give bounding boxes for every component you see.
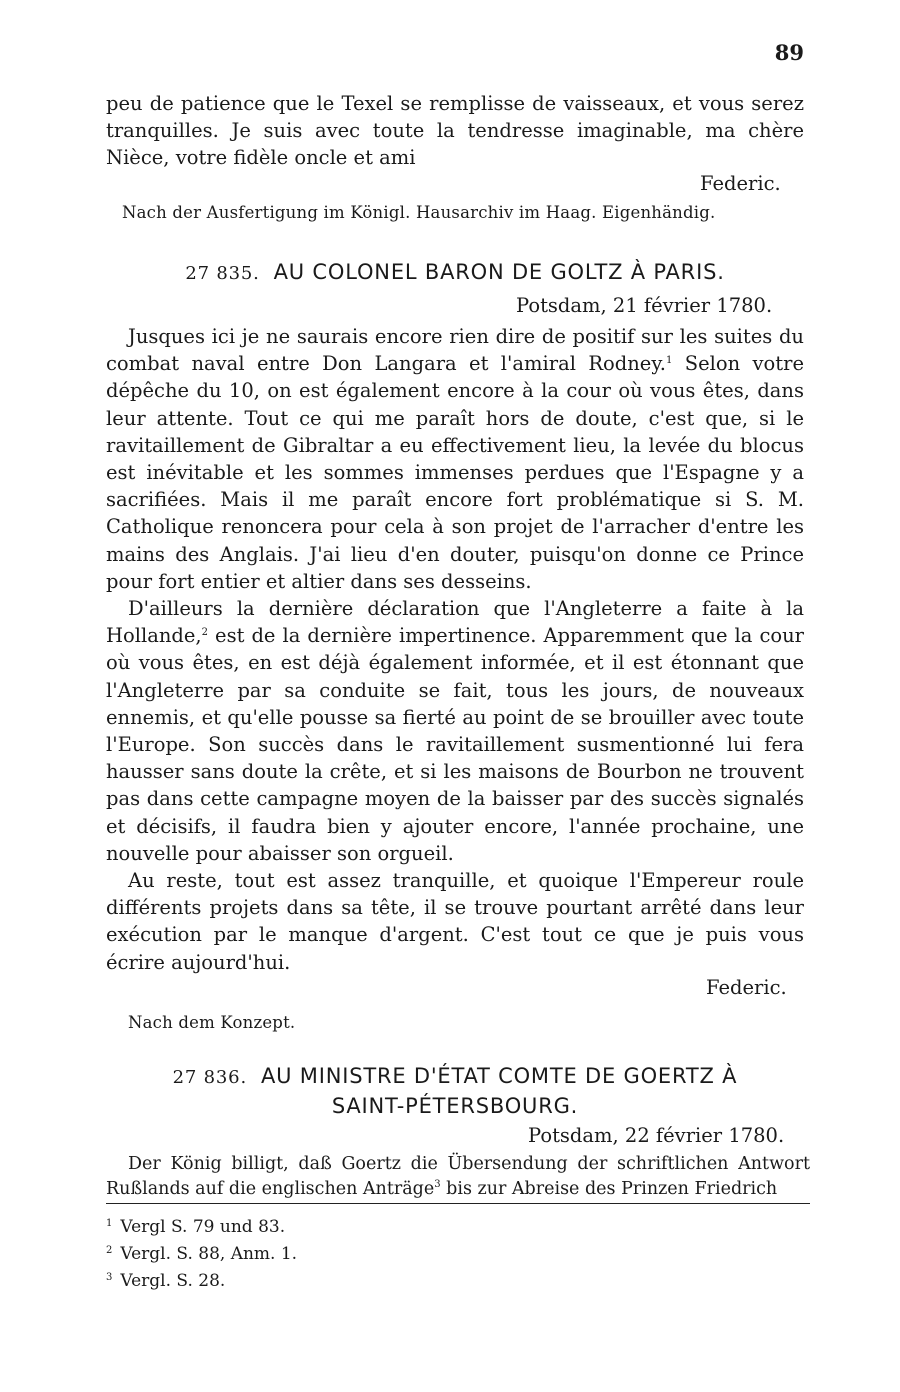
footnote-reference: 2 bbox=[201, 627, 208, 639]
footnote-text: Vergl S. 79 und 83. bbox=[120, 1217, 286, 1237]
paragraph-text: est de la dernière impertinence. Apparemment que la cour où vous êtes, en est déjà également informée, et il est étonnant que l'Angleterre par sa conduite se fait, tous les jours, de nouveaux ennemis, et qu'elle pousse sa fierté au point de se brouiller avec toute l'Europe. Son succès dans le ravitaillement susmentionné lui fera hausser sans doute la crête, et si les maisons de Bourbon ne trouvent pas dans cette campagne moyen de la baisser par des succès signalés et décisifs, il faudra bien y ajouter encore, l'année prochaine, une nouvelle pour abaisser son orgueil. bbox=[106, 624, 804, 865]
footnote-text: Vergl. S. 88, Anm. 1. bbox=[120, 1244, 298, 1264]
letter-title-continued: SAINT-PÉTERSBOURG. bbox=[331, 1094, 579, 1118]
letter-heading bbox=[106, 258, 804, 288]
paragraph-text: D'ailleurs la dernière déclaration que l'Angleterre a faite à la Hollande, bbox=[106, 597, 804, 648]
source-note: Nach der Ausfertigung im Königl. Hausarchiv im Haag. Eigenhändig. bbox=[122, 203, 716, 222]
letter-title: AU MINISTRE D'ÉTAT COMTE DE GOERTZ À bbox=[260, 1064, 738, 1088]
footnote-reference: 3 bbox=[434, 1179, 441, 1190]
paragraph-text: Selon votre dépêche du 10, on est également encore à la cour où vous êtes, dans leur attente. Tout ce qui me paraît hors de doute, c'est que, si le ravitaillement de Gibraltar a eu effectivement lieu, la levée du blocus est inévitable et les sommes immenses perdues que l'Espagne y a sacrifiées. Mais il me paraît encore fort problématique si S. M. Catholique renoncera pour cela à son projet de l'arracher d'entre les mains des Anglais. J'ai lieu d'en douter, puisqu'on donne ce Prince pour fort entier et altier dans ses desseins. bbox=[106, 352, 804, 593]
source-note: Nach dem Konzept. bbox=[128, 1013, 296, 1032]
footnote-divider bbox=[106, 1203, 810, 1204]
letter-summary bbox=[106, 1152, 810, 1202]
signature: Federic. bbox=[700, 172, 781, 195]
body-paragraph: Au reste, tout est assez tranquille, et quoique l'Empereur roule différents projets dans sa tête, il se trouve pourtant arrêté dans leur exécution par le manque d'argent. C'est tout ce que je puis vous écrire aujourd'hui. bbox=[106, 869, 804, 974]
closing-paragraph: peu de patience que le Texel se remplisse de vaisseaux, et vous serez tranquilles. Je suis avec toute la tendresse imaginable, ma chère Nièce, votre fidèle oncle et ami bbox=[106, 92, 804, 170]
paragraph-text: bis zur Abreise des Prinzen Friedrich bbox=[440, 1179, 778, 1199]
signature: Federic. bbox=[706, 976, 787, 999]
footnote bbox=[106, 1212, 297, 1239]
footnote-mark: 1 bbox=[106, 1218, 113, 1229]
letter-number: 27 835. bbox=[185, 263, 260, 284]
footnote bbox=[106, 1266, 297, 1293]
dateline: Potsdam, 22 février 1780. bbox=[528, 1124, 785, 1147]
footnote-text: Vergl. S. 28. bbox=[120, 1271, 226, 1291]
page-number: 89 bbox=[774, 40, 804, 65]
body-paragraph bbox=[106, 323, 804, 595]
footnote bbox=[106, 1239, 297, 1266]
dateline: Potsdam, 21 février 1780. bbox=[516, 294, 773, 317]
letter-title: AU COLONEL BARON DE GOLTZ À PARIS. bbox=[273, 260, 725, 284]
letter-heading bbox=[106, 1062, 804, 1120]
body-paragraph bbox=[106, 595, 804, 867]
letter-number: 27 836. bbox=[172, 1067, 247, 1088]
summary-paragraph bbox=[106, 1152, 810, 1202]
footnote-mark: 2 bbox=[106, 1245, 113, 1256]
letter-body bbox=[106, 323, 804, 976]
footnote-mark: 3 bbox=[106, 1272, 113, 1283]
footnotes bbox=[106, 1212, 297, 1293]
paragraph-text: Der König billigt, daß Goertz die Übersendung der schriftlichen Antwort Rußlands auf die englischen Anträge bbox=[106, 1154, 810, 1199]
previous-letter-closing bbox=[106, 90, 804, 172]
footnote-reference: 1 bbox=[665, 355, 673, 367]
paragraph-text: Jusques ici je ne saurais encore rien dire de positif sur les suites du combat naval entre Don Langara et l'amiral Rodney. bbox=[106, 325, 804, 376]
